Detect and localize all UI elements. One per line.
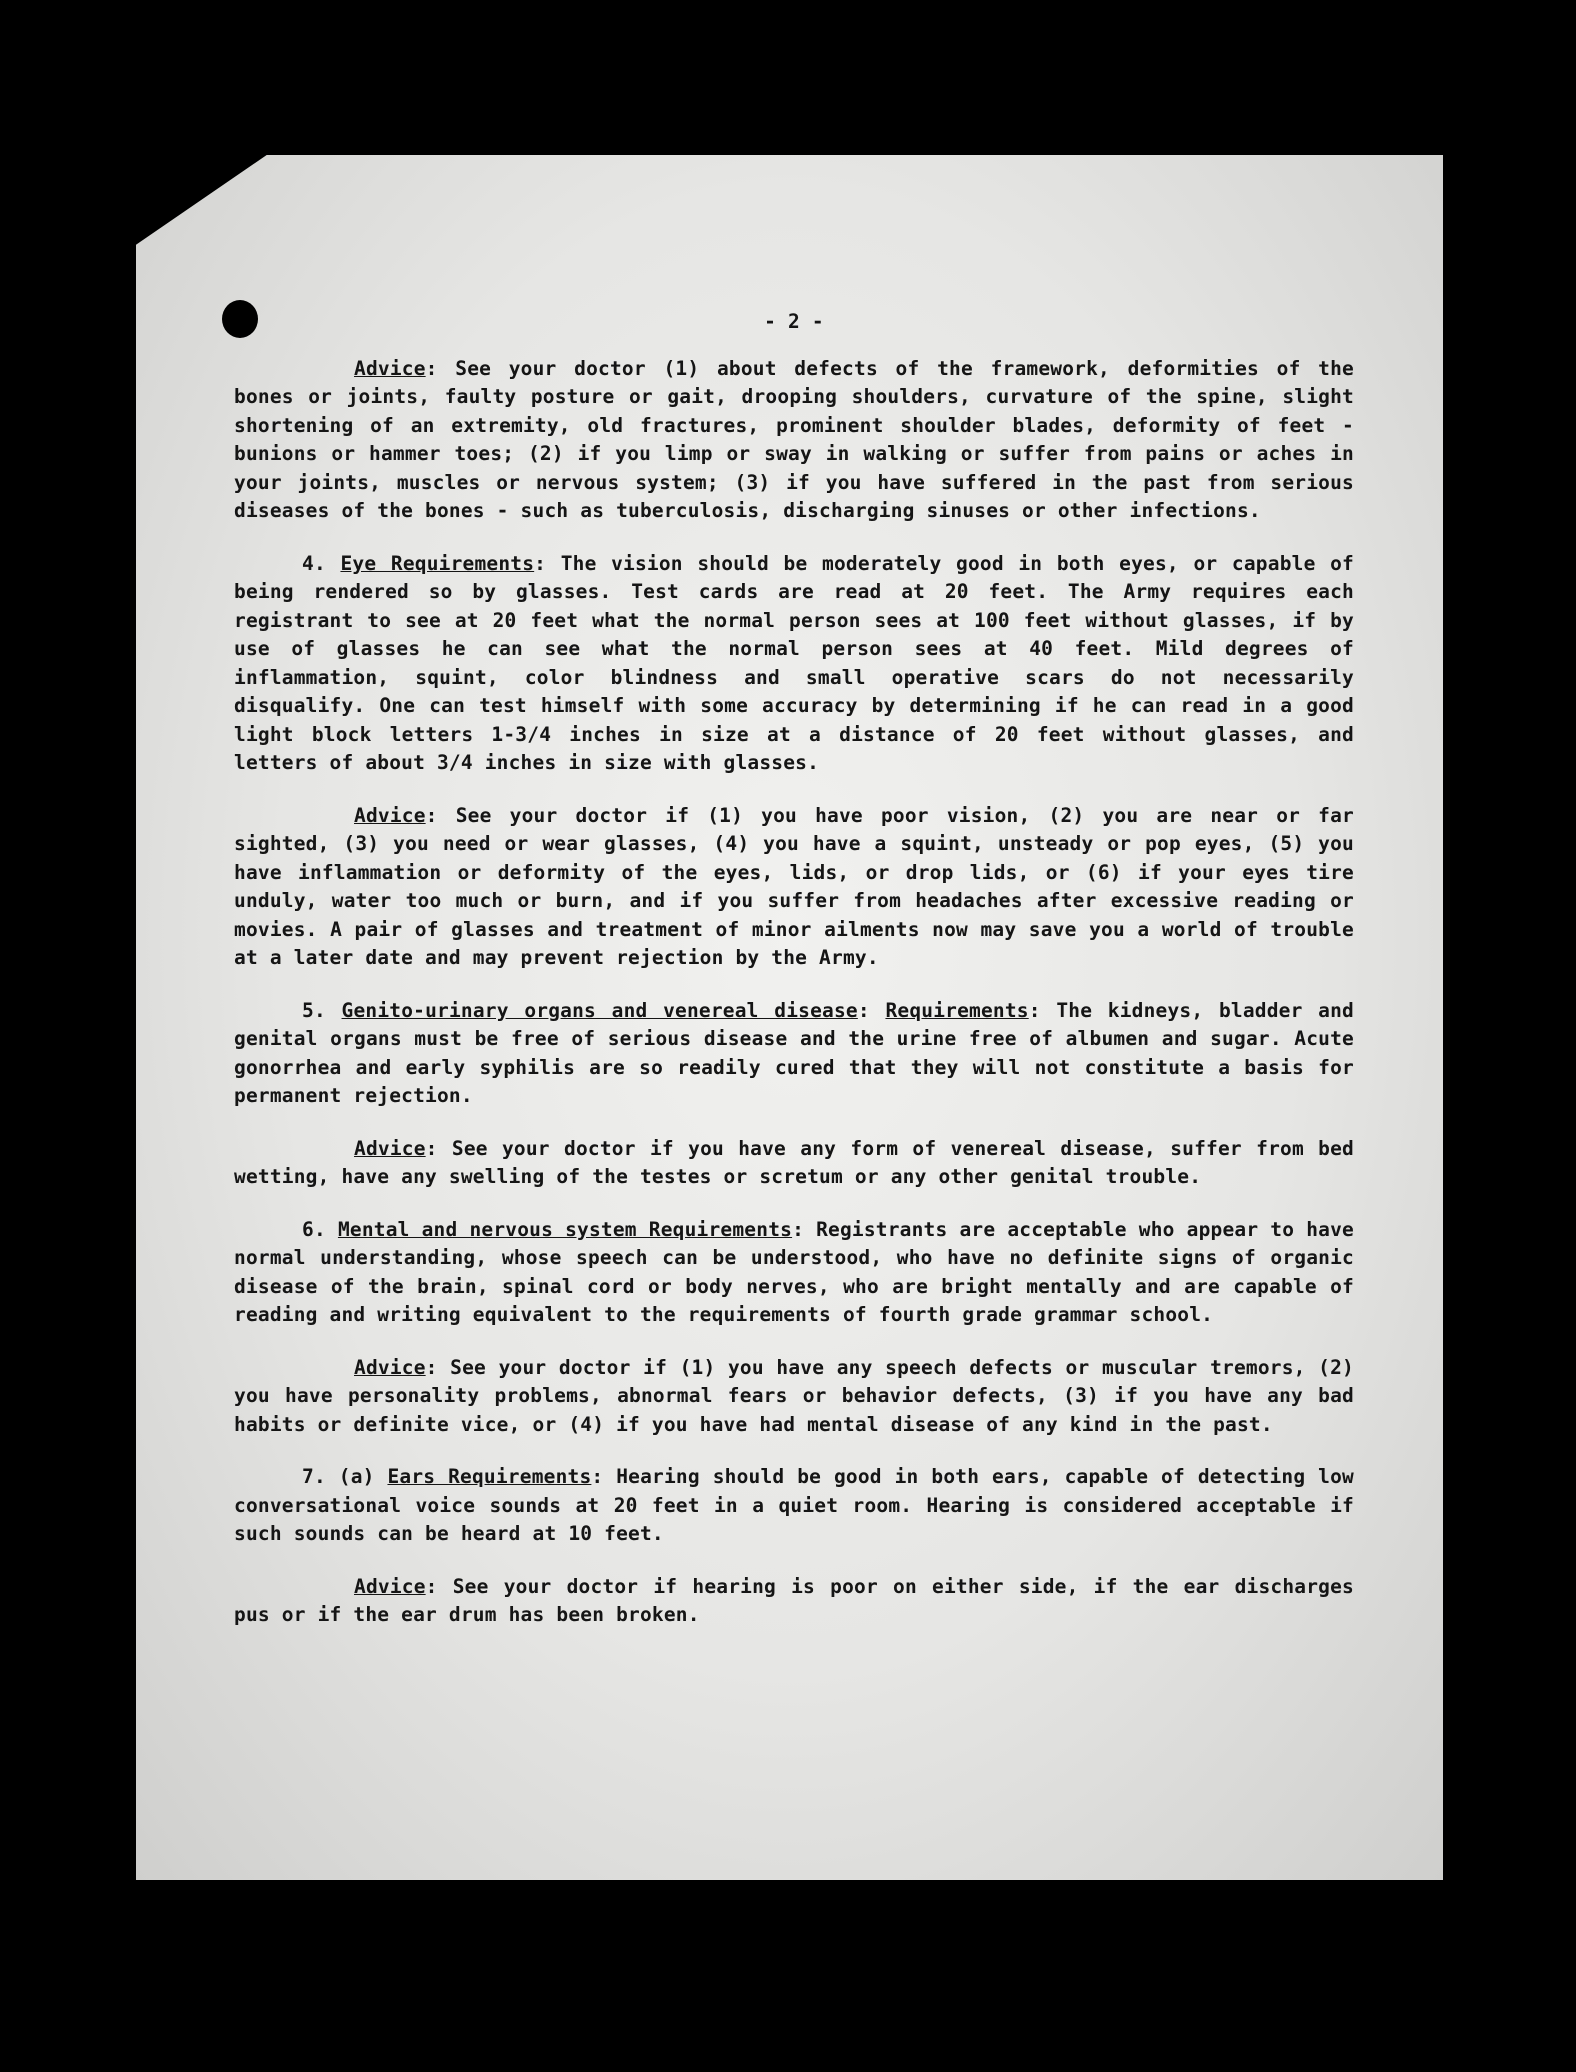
paragraph-text: The kidneys, bladder and genital organs must be free of serious disease and the urine free of albumen and sugar. Acute gonorrhea and early syphilis are so readily cured that they will not constitute a basis for permanent rejection. xyxy=(234,998,1354,1107)
page-number: - 2 - xyxy=(764,310,824,333)
heading-separator: : xyxy=(425,356,438,380)
paragraph-text: See your doctor (1) about defects of the framework, deformities of the bones or joints, faulty posture or gait, drooping shoulders, curvature of the spine, slight shortening of an extremity, old fractures, prominent shoulder blades, deformity of feet - bunions or hammer toes; (2) if you limp or sway in walking or suffer from pains or aches in your joints, muscles or nervous system; (3) if you have suffered in the past from serious diseases of the bones - such as tuberculosis, discharging sinuses or other infections. xyxy=(234,356,1354,522)
item-number: 6. xyxy=(302,1217,338,1241)
paragraph xyxy=(234,355,1354,526)
paragraph xyxy=(234,802,1354,973)
paragraph xyxy=(234,1463,1354,1549)
section-heading: Mental and nervous system Requirements xyxy=(337,1217,793,1241)
item-number: 7. (a) xyxy=(302,1465,388,1488)
paragraph xyxy=(234,997,1354,1111)
paragraph-text: The vision should be moderately good in both eyes, or capable of being rendered so by glasses. Test cards are read at 20 feet. The Army requires each registrant to see at 20 feet what the normal person sees at 100 feet without glasses, if by use of glasses he can see what the normal person sees at 40 feet. Mild degrees of inflammation, squint, color blindness and small operative scars do not necessarily disqualify. One can test himself with some accuracy by determining if he can read in a good light block letters 1-3/4 inches in size at a distance of 20 feet without glasses, and letters of about 3/4 inches in size with glasses. xyxy=(234,551,1354,774)
section-heading: Advice xyxy=(354,1574,426,1598)
heading-separator: : xyxy=(792,1217,805,1241)
section-heading: Advice xyxy=(354,803,426,827)
paragraph xyxy=(234,1216,1354,1330)
paragraph xyxy=(234,1573,1354,1630)
section-heading: Advice xyxy=(354,1355,426,1379)
heading-separator: : xyxy=(425,1574,438,1598)
paragraph-text: See your doctor if you have any form of venereal disease, suffer from bed wetting, have any swelling of the testes or scretum or any other genital trouble. xyxy=(234,1136,1354,1188)
section-heading: Advice xyxy=(354,1136,426,1160)
paragraph-text: See your doctor if (1) you have any speech defects or muscular tremors, (2) you have personality problems, abnormal fears or behavior defects, (3) if you have any bad habits or definite vice, or (4) if you have had mental disease of any kind in the past. xyxy=(234,1355,1354,1436)
heading-separator: : xyxy=(425,1355,438,1379)
item-number: 4. xyxy=(302,551,341,575)
paragraph-text: Registrants are acceptable who appear to have normal understanding, whose speech can be understood, who have no definite signs of organic disease of the brain, spinal cord or body nerves, who are bright mentally and are capable of reading and writing equivalent to the requirements of fourth grade grammar school. xyxy=(234,1217,1354,1326)
section-heading: Advice xyxy=(354,356,426,380)
subheading-separator: : xyxy=(1028,998,1041,1022)
section-heading: Genito-urinary organs and venereal disease xyxy=(341,998,858,1022)
heading-separator: : xyxy=(425,1136,438,1160)
paragraph xyxy=(234,550,1354,778)
paragraph-text: See your doctor if hearing is poor on either side, if the ear discharges pus or if the ear drum has been broken. xyxy=(234,1574,1354,1626)
item-number: 5. xyxy=(302,998,342,1022)
paragraph-list xyxy=(234,355,1354,1630)
paragraph xyxy=(234,1354,1354,1440)
paragraph-text: See your doctor if (1) you have poor vision, (2) you are near or far sighted, (3) you need or wear glasses, (4) you have a squint, unsteady or pop eyes, (5) you have inflammation or deformity of the eyes, lids, or drop lids, or (6) if your eyes tire unduly, water too much or burn, and if you suffer from headaches after excessive reading or movies. A pair of glasses and treatment of minor ailments now may save you a world of trouble at a later date and may prevent rejection by the Army. xyxy=(234,803,1354,969)
paragraph xyxy=(234,1135,1354,1192)
paragraph-text: Hearing should be good in both ears, capable of detecting low conversational voice sounds at 20 feet in a quiet room. Hearing is considered acceptable if such sounds can be heard at 10 feet. xyxy=(234,1465,1354,1545)
heading-separator: : xyxy=(591,1465,604,1488)
heading-separator: : xyxy=(425,803,438,827)
document-body xyxy=(234,308,1354,1654)
section-heading: Eye Requirements xyxy=(340,551,535,575)
section-subheading: Requirements xyxy=(885,998,1029,1022)
section-heading: Ears Requirements xyxy=(387,1465,592,1488)
heading-separator: : xyxy=(534,551,547,575)
heading-separator: : xyxy=(857,998,886,1022)
